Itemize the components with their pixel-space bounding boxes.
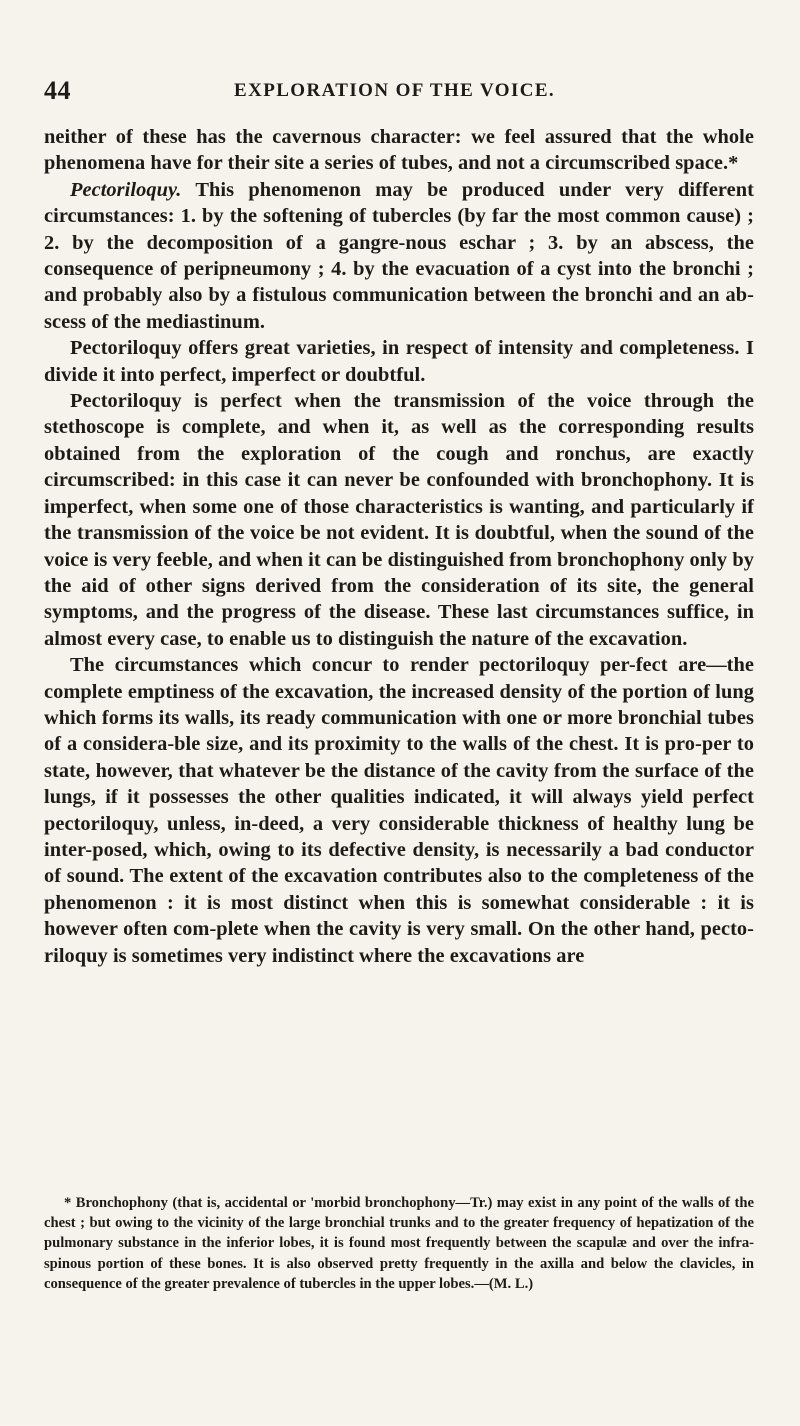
paragraph-3: Pectoriloquy offers great varieties, in respect of intensity and completeness. I divide it into perfect, imperfect or doubtful. — [44, 337, 754, 386]
page-number: 44 — [44, 76, 71, 105]
running-head: EXPLORATION OF THE VOICE. — [234, 80, 556, 101]
page-header — [40, 76, 756, 106]
paragraph-2-text: This phenomenon may be produced under very different circumstances: 1. by the softening of tubercles (by far the most common cause) ; 2. by the decomposition of a gangre-nous eschar ; 3. by an abscess, the consequence of peripneumony ; 4. by the evacuation of a cyst into the bronchi ; and probably also by a fistulous communication between the bronchi and an ab-scess of the mediastinum. — [44, 178, 754, 333]
footnote — [44, 1193, 754, 1294]
paragraph-1: neither of these has the cavernous character: we feel assured that the whole phenomena have for their site a series of tubes, and not a circumscribed space.* — [44, 126, 754, 175]
paragraph-4: Pectoriloquy is perfect when the transmission of the voice through the stethoscope is complete, and when it, as well as the corresponding results obtained from the exploration of the cough and ronchus, are exactly circumscribed: in this case it can never be confounded with bronchophony. It is imperfect, when some one of those characteristics is wanting, and particularly if the transmission of the voice be not evident. It is doubtful, when the sound of the voice is very feeble, and when it can be distinguished from bronchophony only by the aid of other signs derived from the consideration of its site, the general symptoms, and the progress of the disease. These last circumstances suffice, in almost every case, to enable us to distinguish the nature of the excavation. — [44, 390, 754, 650]
body-text — [44, 124, 754, 969]
paragraph-2 — [44, 177, 754, 335]
footnote-text: * Bronchophony (that is, accidental or 'morbid bronchophony—Tr.) may exist in any point of the walls of the chest ; but owing to the vicinity of the large bronchial trunks and to the greater frequency of hepatization of the pulmonary substance in the inferior lobes, it is found most frequently between the scapulæ and over the infra-spinous portion of these bones. It is also observed pretty frequently in the axilla and below the clavicles, in consequence of the greater prevalence of tubercles in the upper lobes.—(M. L.) — [44, 1195, 754, 1292]
paragraph-5: The circumstances which concur to render pectoriloquy per-fect are—the complete emptiness of the excavation, the increased density of the portion of lung which forms its walls, its ready communication with one or more bronchial tubes of a considera-ble size, and its proximity to the walls of the chest. It is pro-per to state, however, that whatever be the distance of the cavity from the surface of the lungs, if it possesses the other qualities indicated, it will always yield perfect pectoriloquy, unless, in-deed, a very considerable thickness of healthy lung be inter-posed, which, owing to its defective density, is necessarily a bad conductor of sound. The extent of the excavation contributes also to the completeness of the phenomenon : it is most distinct when this is somewhat considerable : it is however often com-plete when the cavity is very small. On the other hand, pecto-riloquy is sometimes very indistinct where the excavations are — [44, 654, 754, 967]
section-lead: Pectoriloquy. — [70, 178, 182, 201]
